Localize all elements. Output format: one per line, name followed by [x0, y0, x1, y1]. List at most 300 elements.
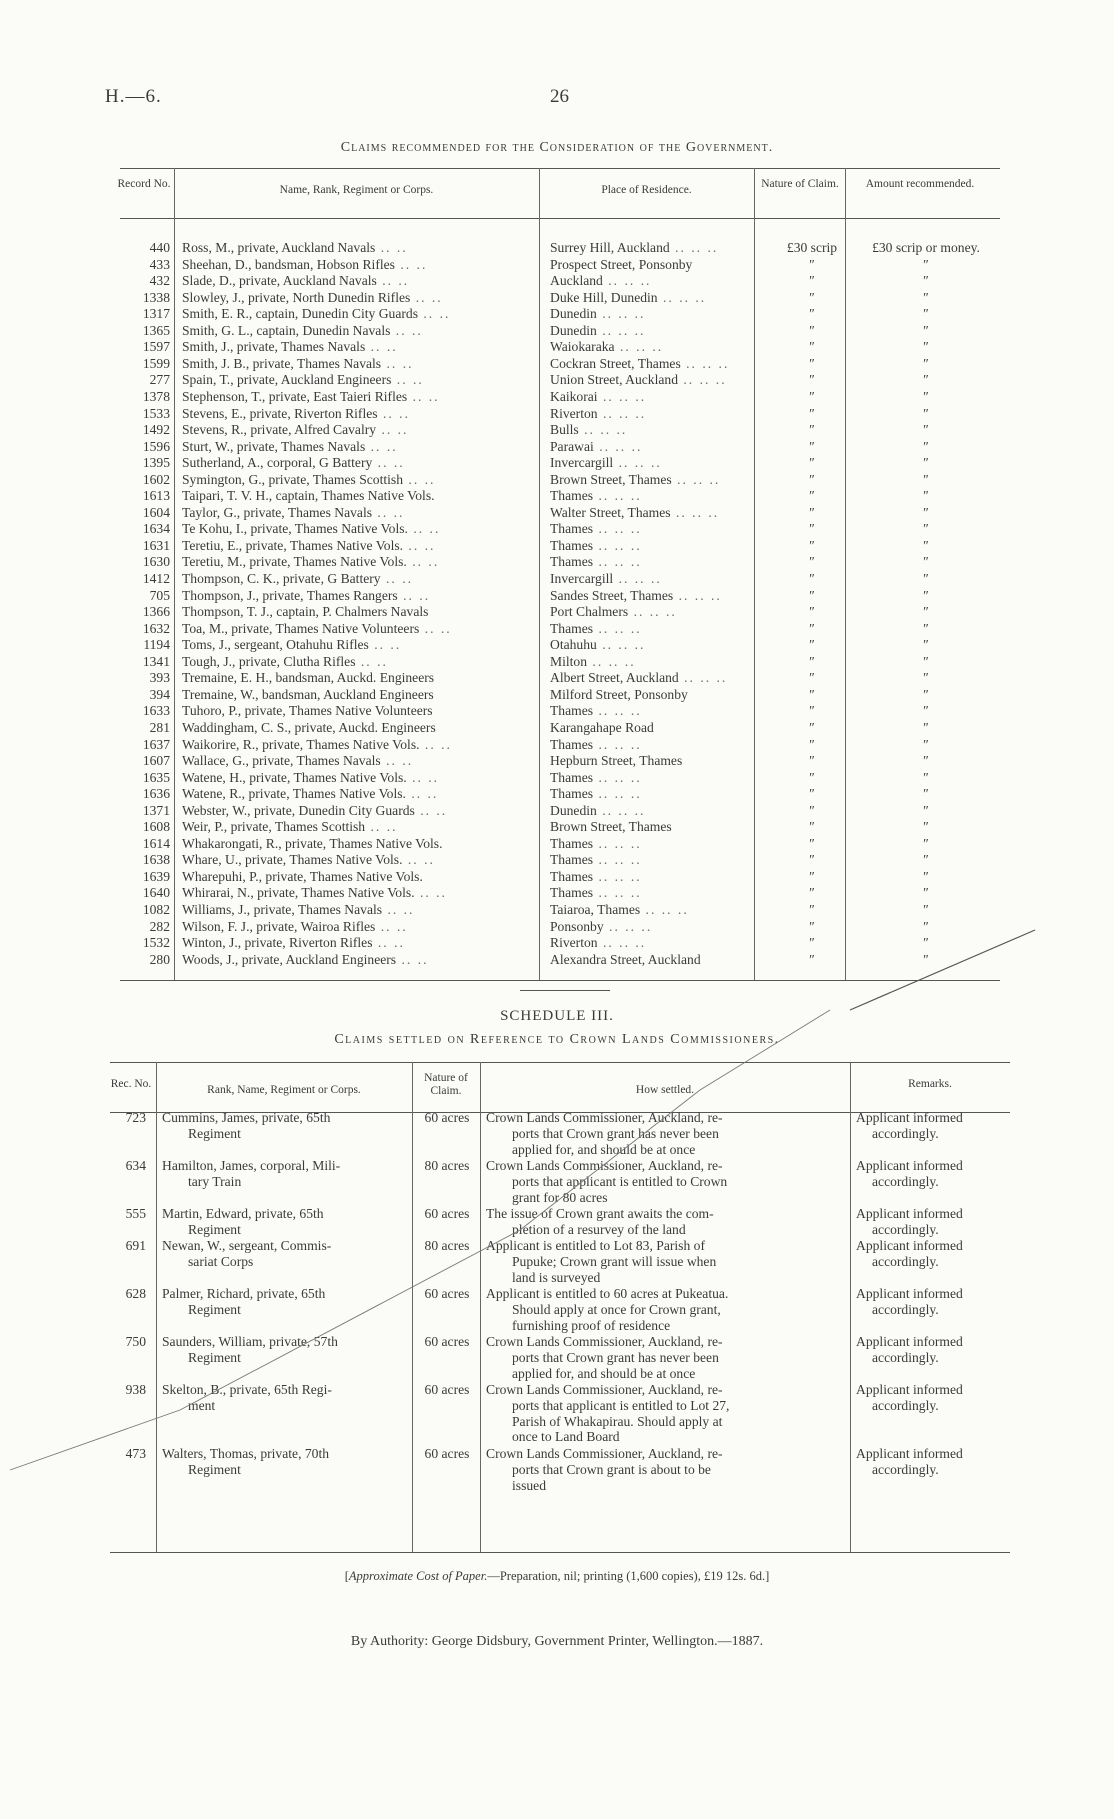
- claimant-name: [182, 323, 512, 340]
- place-of-residence-text: Thames: [550, 521, 594, 537]
- claimant-name: [182, 422, 512, 439]
- amount-recommended: [852, 356, 1000, 373]
- claimant-name: [182, 687, 512, 704]
- place-of-residence-text: Thames: [550, 703, 594, 719]
- table-rule: [120, 980, 1000, 981]
- leader-dots: .. ..: [381, 355, 414, 371]
- leader-dots: .. .. ..: [602, 273, 652, 289]
- amount-recommended: [852, 703, 1000, 720]
- how-settled: [486, 1382, 846, 1445]
- how-settled: [486, 1110, 846, 1157]
- leader-dots: .. .. ..: [669, 240, 719, 255]
- claimant-name-text: Whirarai, N., private, Thames Native Vols.: [182, 885, 415, 901]
- claimant-name-text: Weir, P., private, Thames Scottish: [182, 819, 366, 835]
- record-number: [120, 290, 170, 307]
- nature-of-claim: [760, 488, 864, 505]
- record-number-text: 1365: [142, 322, 170, 338]
- amount-recommended-text: ″: [923, 289, 929, 305]
- nature-of-claim: [760, 621, 864, 638]
- leader-dots: .. ..: [365, 819, 398, 835]
- claimant-name: [182, 952, 512, 969]
- claimant-name-text: Thompson, T. J., captain, P. Chalmers Navals: [182, 604, 429, 620]
- table-row: [120, 885, 1000, 902]
- nature-of-claim-text: ″: [809, 306, 815, 322]
- amount-recommended: [852, 885, 1000, 902]
- claimant-name-text: Watene, R., private, Thames Native Vols.: [182, 786, 406, 802]
- record-number-text: 280: [149, 951, 170, 967]
- nature-of-claim: 60 acres: [424, 1334, 470, 1349]
- leader-dots: .. .. ..: [593, 488, 642, 504]
- claimant-name-line: Regiment: [188, 1349, 241, 1365]
- leader-dots: .. ..: [419, 620, 452, 636]
- nature-of-claim-text: ″: [809, 388, 815, 404]
- claimant-name-text: Whare, U., private, Thames Native Vols.: [182, 852, 403, 868]
- amount-recommended-text: ″: [923, 256, 929, 272]
- place-of-residence-text: Dunedin: [550, 322, 597, 338]
- record-number-text: 1194: [143, 637, 170, 653]
- amount-recommended-text: ″: [923, 306, 929, 322]
- place-of-residence-text: Invercargill: [550, 571, 614, 586]
- how-settled-line: The issue of Crown grant awaits the com-: [486, 1206, 714, 1221]
- nature-of-claim: [760, 720, 864, 737]
- amount-recommended: [852, 621, 1000, 638]
- amount-recommended-text: ″: [923, 554, 929, 570]
- table-row: [120, 389, 1000, 406]
- nature-of-claim-text: ″: [809, 620, 815, 636]
- amount-recommended-text: ″: [923, 670, 929, 686]
- table-row: [120, 554, 1000, 571]
- nature-of-claim: [760, 703, 864, 720]
- place-of-residence: [550, 439, 756, 456]
- amount-recommended: [852, 306, 1000, 323]
- claimant-name: [182, 571, 512, 588]
- record-number-text: 1597: [142, 339, 170, 355]
- claimant-name-text: Slade, D., private, Auckland Navals: [182, 273, 377, 289]
- place-of-residence-text: Thames: [550, 786, 594, 802]
- nature-of-claim-text: ″: [809, 372, 815, 388]
- claimant-name: [182, 372, 512, 389]
- amount-recommended: [852, 819, 1000, 836]
- nature-of-claim: [760, 323, 864, 340]
- place-of-residence: [550, 737, 756, 754]
- record-number: [120, 406, 170, 423]
- place-of-residence: [550, 472, 756, 489]
- place-of-residence: [550, 770, 756, 787]
- nature-of-claim-text: ″: [809, 289, 815, 305]
- record-number: [120, 439, 170, 456]
- claimant-name-text: Symington, G., private, Thames Scottish: [182, 471, 404, 487]
- claimant-name-line: ment: [188, 1397, 216, 1413]
- remarks-line: Applicant informed: [856, 1446, 963, 1461]
- table1-title: Claims recommended for the Consideration of the Government.: [340, 140, 774, 155]
- leader-dots: .. .. ..: [614, 339, 664, 355]
- claimant-name: [162, 1110, 362, 1142]
- remarks-line: accordingly.: [872, 1253, 939, 1269]
- leader-dots: .. .. ..: [593, 703, 642, 719]
- amount-recommended: [852, 422, 1000, 439]
- leader-dots: .. ..: [375, 240, 408, 255]
- record-number: [120, 488, 170, 505]
- claimant-name-text: Toms, J., sergeant, Otahuhu Rifles: [182, 637, 369, 653]
- nature-of-claim: [760, 687, 864, 704]
- record-number: [120, 422, 170, 439]
- place-of-residence: [550, 323, 756, 340]
- place-of-residence-text: Port Chalmers: [550, 604, 629, 620]
- leader-dots: .. .. ..: [593, 521, 642, 537]
- place-of-residence: [550, 803, 756, 820]
- place-of-residence: [550, 538, 756, 555]
- place-of-residence: [550, 786, 756, 803]
- record-number-text: 1492: [142, 422, 170, 438]
- nature-of-claim: [760, 604, 864, 621]
- leader-dots: .. .. ..: [593, 736, 642, 752]
- leader-dots: .. .. ..: [678, 372, 727, 388]
- table-row: [120, 952, 1000, 969]
- nature-of-claim: [760, 670, 864, 687]
- leader-dots: .. ..: [372, 455, 405, 471]
- place-of-residence: [550, 670, 756, 687]
- amount-recommended: [852, 919, 1000, 936]
- table-row: [120, 852, 1000, 869]
- nature-of-claim-text: ″: [809, 554, 815, 570]
- table-row: [120, 588, 1000, 605]
- column-divider: [412, 1062, 413, 1552]
- nature-of-claim-text: ″: [809, 322, 815, 338]
- table-row: [120, 919, 1000, 936]
- nature-of-claim-text: ″: [809, 422, 815, 438]
- table-row: [120, 687, 1000, 704]
- place-of-residence-text: Thames: [550, 620, 594, 636]
- record-number: [120, 786, 170, 803]
- leader-dots: .. .. ..: [593, 852, 642, 868]
- nature-of-claim-text: ″: [809, 819, 815, 835]
- claimant-name-line: Regiment: [188, 1125, 241, 1141]
- column-divider: [156, 1062, 157, 1552]
- nature-of-claim-text: ″: [809, 736, 815, 752]
- nature-of-claim: [760, 257, 864, 274]
- place-of-residence-text: Dunedin: [550, 802, 597, 818]
- leader-dots: .. ..: [375, 918, 408, 934]
- place-of-residence: [550, 588, 756, 605]
- record-number-text: 394: [149, 686, 170, 702]
- table-row: [120, 422, 1000, 439]
- nature-of-claim: [760, 538, 864, 555]
- amount-recommended: [852, 588, 1000, 605]
- record-number: [120, 372, 170, 389]
- record-number-text: 432: [149, 273, 170, 289]
- place-of-residence: [550, 819, 756, 836]
- remarks: [856, 1446, 1012, 1478]
- nature-of-claim: [760, 521, 864, 538]
- record-number-text: 1630: [142, 554, 170, 570]
- nature-of-claim: [760, 935, 864, 952]
- nature-of-claim-text: ″: [809, 256, 815, 272]
- how-settled-line: Crown Lands Commissioner, Auckland, re-: [486, 1158, 723, 1173]
- claimant-name-line: Saunders, William, private, 57th: [162, 1334, 338, 1349]
- how-settled-line: applied for, and should be at once: [512, 1365, 696, 1381]
- place-of-residence: [550, 703, 756, 720]
- leader-dots: .. .. ..: [628, 604, 677, 620]
- claimant-name: [182, 240, 512, 257]
- leader-dots: .. .. ..: [593, 835, 642, 851]
- claimant-name: [182, 753, 512, 770]
- place-of-residence: [550, 935, 756, 952]
- amount-recommended: [852, 505, 1000, 522]
- leader-dots: .. .. ..: [678, 670, 728, 686]
- place-of-residence: [550, 273, 756, 290]
- nature-of-claim: [760, 273, 864, 290]
- record-number-text: 1614: [142, 835, 170, 851]
- leader-dots: .. .. ..: [593, 868, 642, 884]
- record-number: [120, 538, 170, 555]
- record-number: [120, 935, 170, 952]
- how-settled-line: once to Land Board: [512, 1429, 620, 1445]
- amount-recommended: [852, 670, 1000, 687]
- amount-recommended: [852, 571, 1000, 588]
- record-number-text: 1082: [142, 902, 170, 917]
- place-of-residence-text: Walter Street, Thames: [550, 504, 671, 520]
- record-number: [120, 753, 170, 770]
- table-row: [120, 869, 1000, 886]
- claimant-name: [182, 703, 512, 720]
- record-number: [120, 554, 170, 571]
- record-number-text: 1613: [142, 488, 170, 504]
- record-number: [120, 571, 170, 588]
- record-number-text: 1317: [142, 306, 170, 322]
- claimant-name: [182, 306, 512, 323]
- how-settled-line: furnishing proof of residence: [512, 1317, 671, 1333]
- nature-of-claim-text: ″: [809, 802, 815, 818]
- amount-recommended: [852, 554, 1000, 571]
- claimant-name: [182, 935, 512, 952]
- record-number: [120, 720, 170, 737]
- how-settled-line: Pupuke; Crown grant will issue when: [512, 1253, 717, 1269]
- nature-of-claim: [760, 505, 864, 522]
- table-row: [120, 505, 1000, 522]
- claimant-name-text: Thompson, J., private, Thames Rangers: [182, 587, 398, 603]
- amount-recommended-text: ″: [923, 438, 929, 454]
- table-row: [120, 290, 1000, 307]
- table-row: [120, 406, 1000, 423]
- table-row: [120, 372, 1000, 389]
- how-settled-line: Crown Lands Commissioner, Auckland, re-: [486, 1110, 723, 1125]
- nature-of-claim-text: ″: [809, 488, 815, 504]
- claimant-name: [182, 737, 512, 754]
- amount-recommended-text: ″: [923, 819, 929, 835]
- record-number-text: 1395: [142, 455, 170, 471]
- table-row: [120, 439, 1000, 456]
- how-settled-line: Crown Lands Commissioner, Auckland, re-: [486, 1334, 723, 1349]
- how-settled-line: ports that Crown grant has never been: [512, 1125, 719, 1141]
- leader-dots: .. .. ..: [587, 653, 636, 669]
- record-number-text: 1608: [142, 819, 170, 835]
- claimant-name: [182, 554, 512, 571]
- how-settled: [486, 1446, 846, 1493]
- table-row: [120, 703, 1000, 720]
- amount-recommended-text: ″: [923, 653, 929, 669]
- nature-of-claim: [760, 422, 864, 439]
- amount-recommended: [852, 538, 1000, 555]
- place-of-residence: [550, 240, 756, 257]
- claimant-name: [162, 1158, 362, 1190]
- amount-recommended-text: ″: [923, 902, 929, 917]
- how-settled-line: Should apply at once for Crown grant,: [512, 1301, 721, 1317]
- place-of-residence: [550, 422, 756, 439]
- table-row: [120, 770, 1000, 787]
- claimant-name-text: Williams, J., private, Thames Navals: [182, 902, 383, 917]
- claimant-name-line: Hamilton, James, corporal, Mili-: [162, 1158, 341, 1173]
- place-of-residence-text: Thames: [550, 868, 594, 884]
- claimant-name-text: Slowley, J., private, North Dunedin Rifles: [182, 289, 411, 305]
- leader-dots: .. ..: [376, 273, 410, 289]
- table-row: [120, 786, 1000, 803]
- claimant-name: [162, 1446, 362, 1478]
- record-number-text: 1640: [142, 885, 170, 901]
- place-of-residence-text: Thames: [550, 852, 594, 868]
- leader-dots: .. .. ..: [593, 554, 642, 570]
- claimant-name: [162, 1334, 362, 1366]
- record-number: 938: [125, 1382, 146, 1397]
- remarks-line: accordingly.: [872, 1349, 939, 1365]
- amount-recommended: [852, 240, 1000, 257]
- claimant-name: [182, 439, 512, 456]
- table-row: [120, 356, 1000, 373]
- record-number-text: 1596: [142, 438, 170, 454]
- record-number: [120, 621, 170, 638]
- place-of-residence-text: Thames: [550, 885, 594, 901]
- amount-recommended-text: ″: [923, 935, 929, 951]
- place-of-residence: [550, 406, 756, 423]
- claimant-name: [182, 455, 512, 472]
- place-of-residence-text: Taiaroa, Thames: [550, 902, 641, 917]
- record-number-text: 1637: [142, 736, 170, 752]
- leader-dots: .. ..: [414, 802, 448, 818]
- place-of-residence-text: Otahuhu: [550, 637, 597, 653]
- table-row: [120, 720, 1000, 737]
- header-amount: Amount recommended.: [865, 178, 975, 190]
- amount-recommended-text: £30 scrip or money.: [872, 240, 980, 255]
- record-number-text: 1371: [142, 802, 170, 818]
- claimant-name: [182, 588, 512, 605]
- place-of-residence-text: Riverton: [550, 935, 598, 951]
- remarks: [856, 1334, 1012, 1366]
- leader-dots: .. .. ..: [657, 289, 707, 305]
- amount-recommended: [852, 472, 1000, 489]
- header-rec-no: Rec. No.: [110, 1078, 152, 1090]
- leader-dots: .. ..: [414, 885, 447, 901]
- amount-recommended-text: ″: [923, 339, 929, 355]
- record-number: [120, 604, 170, 621]
- claimant-name: [182, 521, 512, 538]
- record-number: [120, 670, 170, 687]
- nature-of-claim-text: ″: [809, 637, 815, 653]
- nature-of-claim: [760, 852, 864, 869]
- amount-recommended: [852, 803, 1000, 820]
- place-of-residence-text: Thames: [550, 537, 594, 553]
- record-number: [120, 654, 170, 671]
- claimant-name-text: Smith, J. B., private, Thames Navals: [182, 355, 382, 371]
- amount-recommended: [852, 637, 1000, 654]
- claimant-name-text: Tuhoro, P., private, Thames Native Volunteers: [182, 703, 433, 719]
- amount-recommended: [852, 339, 1000, 356]
- table-row: [120, 654, 1000, 671]
- leader-dots: .. .. ..: [596, 322, 646, 338]
- leader-dots: .. ..: [403, 471, 436, 487]
- leader-dots: .. ..: [365, 438, 398, 454]
- place-of-residence-text: Surrey Hill, Auckland: [550, 240, 670, 255]
- leader-dots: .. .. ..: [593, 620, 642, 636]
- claimant-name-line: Martin, Edward, private, 65th: [162, 1206, 324, 1221]
- leader-dots: .. .. ..: [593, 438, 643, 454]
- nature-of-claim-text: ″: [809, 537, 815, 553]
- amount-recommended: [852, 290, 1000, 307]
- place-of-residence-text: Auckland: [550, 273, 603, 289]
- claimant-name: [182, 356, 512, 373]
- claimant-name-text: Whakarongati, R., private, Thames Native Vols.: [182, 835, 443, 851]
- place-of-residence-text: Alexandra Street, Auckland: [550, 951, 701, 967]
- schedule-title: Claims settled on Reference to Crown Lands Commissioners.: [334, 1032, 780, 1047]
- claimant-name-line: Regiment: [188, 1461, 241, 1477]
- remarks-line: accordingly.: [872, 1397, 939, 1413]
- claimant-name: [182, 786, 512, 803]
- place-of-residence: [550, 621, 756, 638]
- claimant-name: [182, 852, 512, 869]
- remarks: [856, 1110, 1012, 1142]
- claimant-name-line: Regiment: [188, 1301, 241, 1317]
- leader-dots: .. ..: [365, 339, 398, 355]
- record-number: [120, 703, 170, 720]
- place-of-residence-text: Thames: [550, 769, 594, 785]
- nature-of-claim-text: ″: [809, 355, 815, 371]
- record-number-text: 1341: [142, 653, 170, 669]
- claimant-name: [162, 1238, 362, 1270]
- place-of-residence-text: Thames: [550, 488, 594, 504]
- place-of-residence-text: Thames: [550, 835, 594, 851]
- leader-dots: .. ..: [410, 289, 443, 305]
- leader-dots: .. ..: [406, 554, 440, 570]
- leader-dots: .. ..: [380, 753, 414, 769]
- amount-recommended-text: ″: [923, 537, 929, 553]
- record-number-text: 1602: [142, 471, 170, 487]
- leader-dots: .. .. ..: [603, 918, 653, 934]
- claimant-name-text: Tremaine, E. H., bandsman, Auckd. Engineers: [182, 670, 435, 686]
- place-of-residence: [550, 753, 756, 770]
- place-of-residence-text: Cockran Street, Thames: [550, 355, 681, 371]
- amount-recommended-text: ″: [923, 422, 929, 438]
- claimant-name: [182, 670, 512, 687]
- nature-of-claim-text: ″: [809, 918, 815, 934]
- claimant-name-line: Skelton, B., private, 65th Regi-: [162, 1382, 332, 1397]
- leader-dots: .. ..: [372, 504, 405, 520]
- claimant-name: [182, 621, 512, 638]
- place-of-residence: [550, 885, 756, 902]
- nature-of-claim-text: ″: [809, 438, 815, 454]
- table-rule: [110, 1062, 1010, 1063]
- amount-recommended-text: ″: [923, 488, 929, 504]
- place-of-residence-text: Duke Hill, Dunedin: [550, 289, 658, 305]
- nature-of-claim: [760, 737, 864, 754]
- claimant-name: [182, 919, 512, 936]
- page-number: 26: [550, 86, 569, 107]
- claimant-name-text: Wallace, G., private, Thames Navals: [182, 753, 381, 769]
- place-of-residence-text: Milford Street, Ponsonby: [550, 686, 688, 702]
- record-number: [120, 737, 170, 754]
- claimant-name-text: Thompson, C. K., private, G Battery: [182, 571, 381, 586]
- how-settled-line: Parish of Whakapirau. Should apply at: [512, 1413, 723, 1429]
- place-of-residence: [550, 554, 756, 571]
- record-number-text: 705: [149, 587, 170, 603]
- nature-of-claim-text: ″: [809, 571, 815, 586]
